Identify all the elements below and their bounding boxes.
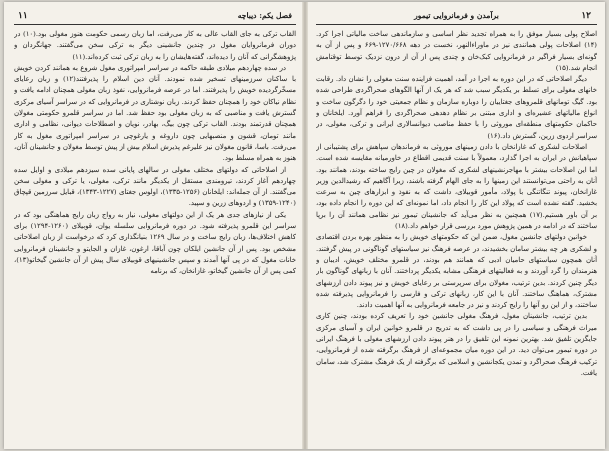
page-body bbox=[14, 29, 296, 445]
page-number: ۱۱ bbox=[18, 11, 28, 21]
header-rule bbox=[14, 24, 296, 25]
page-header bbox=[316, 9, 597, 23]
running-title: برآمدن و فرمانروایی تیمور bbox=[414, 11, 499, 20]
paragraph: اصلاح پولی بسیار موفق را به همراه تجدید نظر اساسی و سازماندهی ساخت مالیاتی اجرا کرد.(۱۴) اصلاحات پولی همانندی نیز در ماوراءالنهر، نخست در دهه ۱۲۷۰/۶۶۸-۶۶۹ و پس از آن به گونه‌ای بسیار فراگیر در فرمانروایی کبک‌خان و چندی پس از آن از درون نزدیک توسط توقتامش انجام شد.(۱۵) bbox=[316, 30, 597, 72]
running-title: فصل یکم: دیباچه bbox=[237, 11, 292, 20]
paragraph: در سده چهاردهم میلادی طبقه حاکمه در سراسر امپراتوری مغول شروع به همانند کردن خویش با ساکنان سرزمینهای تسخیر شده نمودند. آنان دین اسلام را پذیرفتند(۱۲) و زبان رعایای مسخّرگردیده خویش را پذیرفتند. اما در عرصه فرمانروایی، نفوذ زبان مغولی همچنان ادامه یافت و نظام نیاکان خود را همچنان حفظ کردند. زبان نوشتاری در فرمانروایی که در سراسر آسیای مرکزی گسترش یافت و مناصبی که به زبان مغولی بود حفظ شد. اما در سراسر قلمرو حکومتی مغولان همچنان قدرتمند بودند. القاب ترکی چون بیگ، بهادر، نویان و اصطلاحات دیوانی، نظامی و اداری مانند تومان، قشون و منصبهایی چون داروغه و یارغوچی در سراسر امپراتوری مغول به کار می‌رفت. باسا، قانون مغولان نیز علیرغم پذیرش اسلام بیش از پیش توسط مغولان و جانشینان آنان، هنوز به همراه مسلط بود. bbox=[14, 63, 296, 163]
header-rule bbox=[316, 24, 597, 25]
page-body bbox=[316, 29, 597, 445]
paragraph: یکی از نیازهای جدی هر یک از این دولتهای مغولی، نیاز به رواج زبان رایج هماهنگی بود که در سراسر این قلمرو پذیرفته شود. در دوره فرمانروایی سلسله یوان، قوبیلای (۱۲۶۰-۱۲۹۴) برای کاهش اختلاف‌ها، زبان رایج ساخت و در سال ۱۲۶۹ بنیانگذاری کرد که درخواست از زبان اصلاحاتی مشخص بود. پس از آن جانشین ایلکان چون آباقا، ارغون، غازان و الجایتو و جانشینان فرمانروایی خانات مغول که در پی آنها آمدند و سپس جانشینیهای قوبیلای سال پیش از آن جانشین گیخاتو(۱۳)، کمی پس از آن جانشین گیخاتو، غازانخان، که برنامه bbox=[14, 210, 296, 276]
right-page bbox=[316, 2, 597, 449]
paragraph: خوانین دولتهای جانشین مغول، ضمن این که حکومتهای خویش را به منظور بهره بردن اقتصادی و لشکری هر چه بیشتر سامان بخشیدند، در عرصه فرهنگ نیز سیاستهای گوناگونی در پیش گرفتند. آنان همچون سیاستهای حامیان ادبی که همانند هم بودند، در قلمرو مختلف خویش، ادیبان و هنرمندان را گرد آوردند و به فعالیتهای فرهنگی مشابه یکدیگر پرداختند. آنان با زبانهای گوناگون بار دیگر چنین کردند. بدین ترتیب، مغولان برای سرپرستی بر رعایای خویش و نیز پیوند دادن ارزشهای مشترک، هماهنگ ساختند. آنان با این کار، زبانهای ترکی و فارسی را فرمانروایی پذیرفته شده ساختند، و از این رو آنها را رایج کردند و نیز در جامعه فرمانروایی به آنها اهمیت دادند. bbox=[316, 233, 597, 310]
paragraph: دیگر اصلاحاتی که در این دوره به اجرا در آمد، اهمیت فزاینده سنت مغولی را نشان داد. رقابت خانهای مغولی برای تسلط بر یکدیگر سبب شد که هر یک از آنها الگوهای صحراگردی طراحی شده بود. گیگ تومانهای قلمروهای جغتاییان را دوباره سازمان و نظام جمعیتی خود را دگرگون ساخت و انواع مالیاتهای عشیره‌ای و اداری مبتنی بر نظام دهدهی صحراگردی را فراهم آورد. ایلخانان و حاکمان حکومتهای منطقه‌ای موروثی را با حفظ مناصب دیوانسالاری ایرانی و ترکی، مغولی، در سراسر اردوی زرین، گسترش داد.(۱۶) bbox=[316, 75, 597, 140]
page-number: ۱۲ bbox=[581, 11, 591, 21]
book-gutter bbox=[302, 2, 308, 449]
paragraph: القاب ترکی به جای القاب عالی به کار می‌رفت، اما زبان رسمی حکومت هنوز مغولی بود.(۱۰) در دوران فرمانروایان مغول در چندین جانشینی دیگر به ترکی سخن می‌گفتند. جهانگردان و پژوهشگرانی که آنان را دیده‌اند، گفته‌هایشان را به زبان ترکی ثبت کرده‌اند.(۱۱) bbox=[14, 30, 296, 61]
page-header bbox=[14, 9, 296, 23]
paragraph: اصلاحات لشکری که غازانخان با دادن زمینهای موروثی به فرماندهان سپاهش برای پشتیبانی از سپاهیانش در ایران به اجرا گذارد، معمولاً با سنت قدیمی اقطاع در خاورمیانه مقایسه شده است. اما این اصلاحات بیشتر با مهاجرنشینهای لشکری که مغولان در چین رایج ساخته بودند، همانند بود. آنان به راحتی می‌توانستند این زمینها را به جای الهام گرفته باشند، زیرا آگاهیم که رشیدالدین وزیر غازانخان، پیوند تنگاتنگی با پولاد، مأمور قوبیلای، داشت که به نفوذ و ابزارهای چین به سرعت بخشید. گفته نشده است که پولاد این کار را انجام داد، اما نمونه‌ای که این دوره را انجام داده بود، بر آن باور هستیم.(۱۷) همچنین به نظر می‌آید که جانشینان تیمور نیز نظامی همانند آن را برپا ساختند که در ادامه در همین پژوهش مورد بررسی قرار خواهم داد.(۱۸) bbox=[316, 142, 597, 231]
book-spread bbox=[4, 2, 605, 449]
left-page bbox=[14, 2, 296, 449]
paragraph: از اصلاحاتی که دولتهای مختلف مغولی در سالهای پایانی سده سیزدهم میلادی و اوایل سده چهاردهم آغاز کردند، تیرومندی مستقل از یکدیگر مانند ترکی، مغولی، یا ترکی و مغولی سخن می‌گفتند. از آن جمله‌اند: ایلخانان (۱۲۵۶-۱۳۳۵)، اولوس جغتای (۱۲۲۷-۱۳۴۳)، قبایل سرزمین قپچاق (۱۲۴۰-۱۳۵۹) و اردوهای زرین و سپید. bbox=[14, 165, 296, 208]
paragraph: بدین ترتیب، جانشینان مغول، فرهنگ مغولی جانشین خود را تعریف کرده بودند، چنین کاری میراث فرهنگی و سیاسی را در پی داشت که به تدریج در قلمرو خوانین ایران و آسیای مرکزی جایگزین تلفیق شد. بهترین نمونه این تلفیق را در هنر پیوند دادن ارزشهای مغولی با فرهنگ ایرانی در دوره تیمور می‌توان دید. در این دوره میان مجموعه‌ای از فرهنگ برگرفته شده از فرمانروایی، ترکیب فرهنگ صحراگرد و تمدن یکجانشین و اسلامی که برگرفته از یک فرهنگ مشترک شد، سامان یافت. bbox=[316, 312, 597, 377]
